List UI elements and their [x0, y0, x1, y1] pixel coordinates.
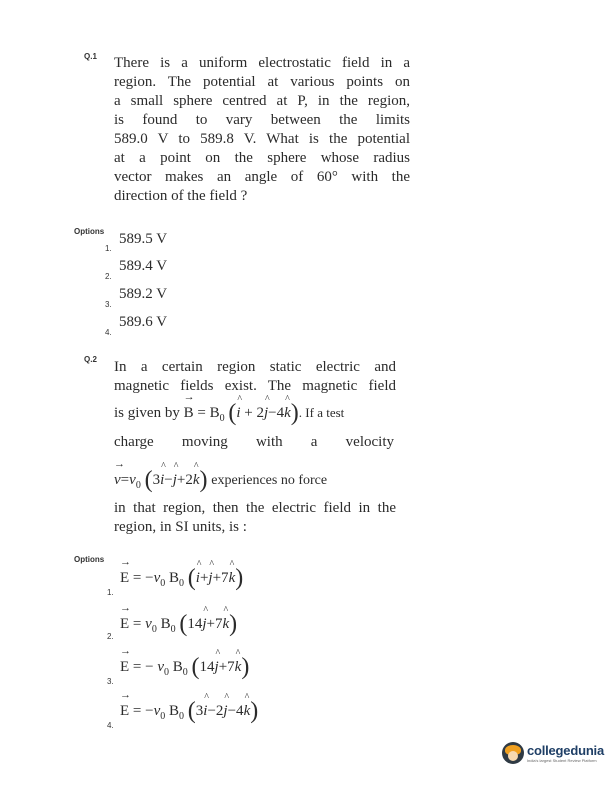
q1-option-3-number: 3.	[105, 300, 112, 309]
v-vector-symbol: → v	[114, 458, 125, 488]
q1-option-4-number: 4.	[105, 328, 112, 337]
q2-option-2[interactable]: → $E = v_0$ $B_0$ (14j ^+7k ^)	[120, 611, 237, 638]
q1-option-1-number: 1.	[105, 244, 112, 253]
question-2-text	[114, 358, 396, 396]
q2-magnetic-field-line: is given by → $B = B_0$ (i ^ + 2j ^−4k ^). If a test	[114, 400, 344, 427]
q2-line3-prefix: is given by	[114, 405, 180, 421]
q2-option-1-number: 1.	[107, 588, 114, 597]
q1-line: 589.0 V to 589.8 V. What is the potential	[114, 131, 410, 147]
question-1-number: Q.1	[84, 52, 97, 61]
q2-option-3-number: 3.	[107, 677, 114, 686]
question-1-text	[114, 54, 410, 206]
q1-option-1[interactable]: 589.5 V	[119, 231, 168, 247]
logo-tagline: India's largest Student Review Platform	[526, 758, 597, 763]
q1-option-2[interactable]: 589.4 V	[119, 258, 168, 274]
q2-option-1[interactable]: → $E = -v_0$ $B_0$ (i ^+j ^+7k ^)	[120, 565, 243, 592]
q2-line: region, in SI units, is :	[114, 519, 247, 535]
q2-line: in that region, then the electric field in the	[114, 500, 396, 516]
q2-line: magnetic fields exist. The magnetic field	[114, 378, 396, 394]
logo-name: collegedunia	[526, 743, 604, 758]
q2-options-label: Options	[74, 555, 105, 564]
q2-option-4[interactable]: → $E = -v_0$ $B_0$ (3i ^−2j ^−4k ^)	[120, 698, 258, 725]
q1-option-2-number: 2.	[105, 272, 112, 281]
logo-text	[527, 743, 604, 763]
q2-option-2-number: 2.	[107, 632, 114, 641]
logo-mascot-icon	[502, 742, 524, 764]
b-vector-symbol: → B	[183, 391, 195, 421]
q1-options-label: Options	[74, 227, 105, 236]
q1-option-3[interactable]: 589.2 V	[119, 286, 168, 302]
collegedunia-logo	[502, 742, 604, 764]
q2-line: In a certain region static electric and	[114, 359, 396, 375]
q1-line: vector makes an angle of 60° with the	[114, 169, 410, 185]
question-2-number: Q.2	[84, 355, 97, 364]
q2-option-3[interactable]: → E = − $v_0$ $B_0$ (14j ^+7k ^)	[120, 654, 249, 681]
q2-line3-suffix: . If a test	[298, 405, 345, 420]
q1-option-4[interactable]: 589.6 V	[119, 314, 168, 330]
q1-line: a small sphere centred at P, in the region,	[114, 93, 410, 109]
q2-line5-suffix: experiences no force	[211, 473, 328, 488]
q1-line: There is a uniform electrostatic field in a	[114, 55, 410, 71]
q1-line: is found to vary between the limits	[114, 112, 410, 128]
q1-line: region. The potential at various points on	[114, 74, 410, 90]
q1-line: at a point on the sphere whose radius	[114, 150, 410, 166]
q1-line: direction of the field ?	[114, 188, 248, 204]
q2-text-end	[114, 499, 396, 537]
q2-velocity-line: → $v=v_0$ (3i ^−j ^+2k ^) experiences no force	[114, 467, 327, 494]
q2-line4-wrap	[114, 433, 394, 452]
q2-option-4-number: 4.	[107, 721, 114, 730]
q2-line: charge moving with a velocity	[114, 434, 394, 450]
